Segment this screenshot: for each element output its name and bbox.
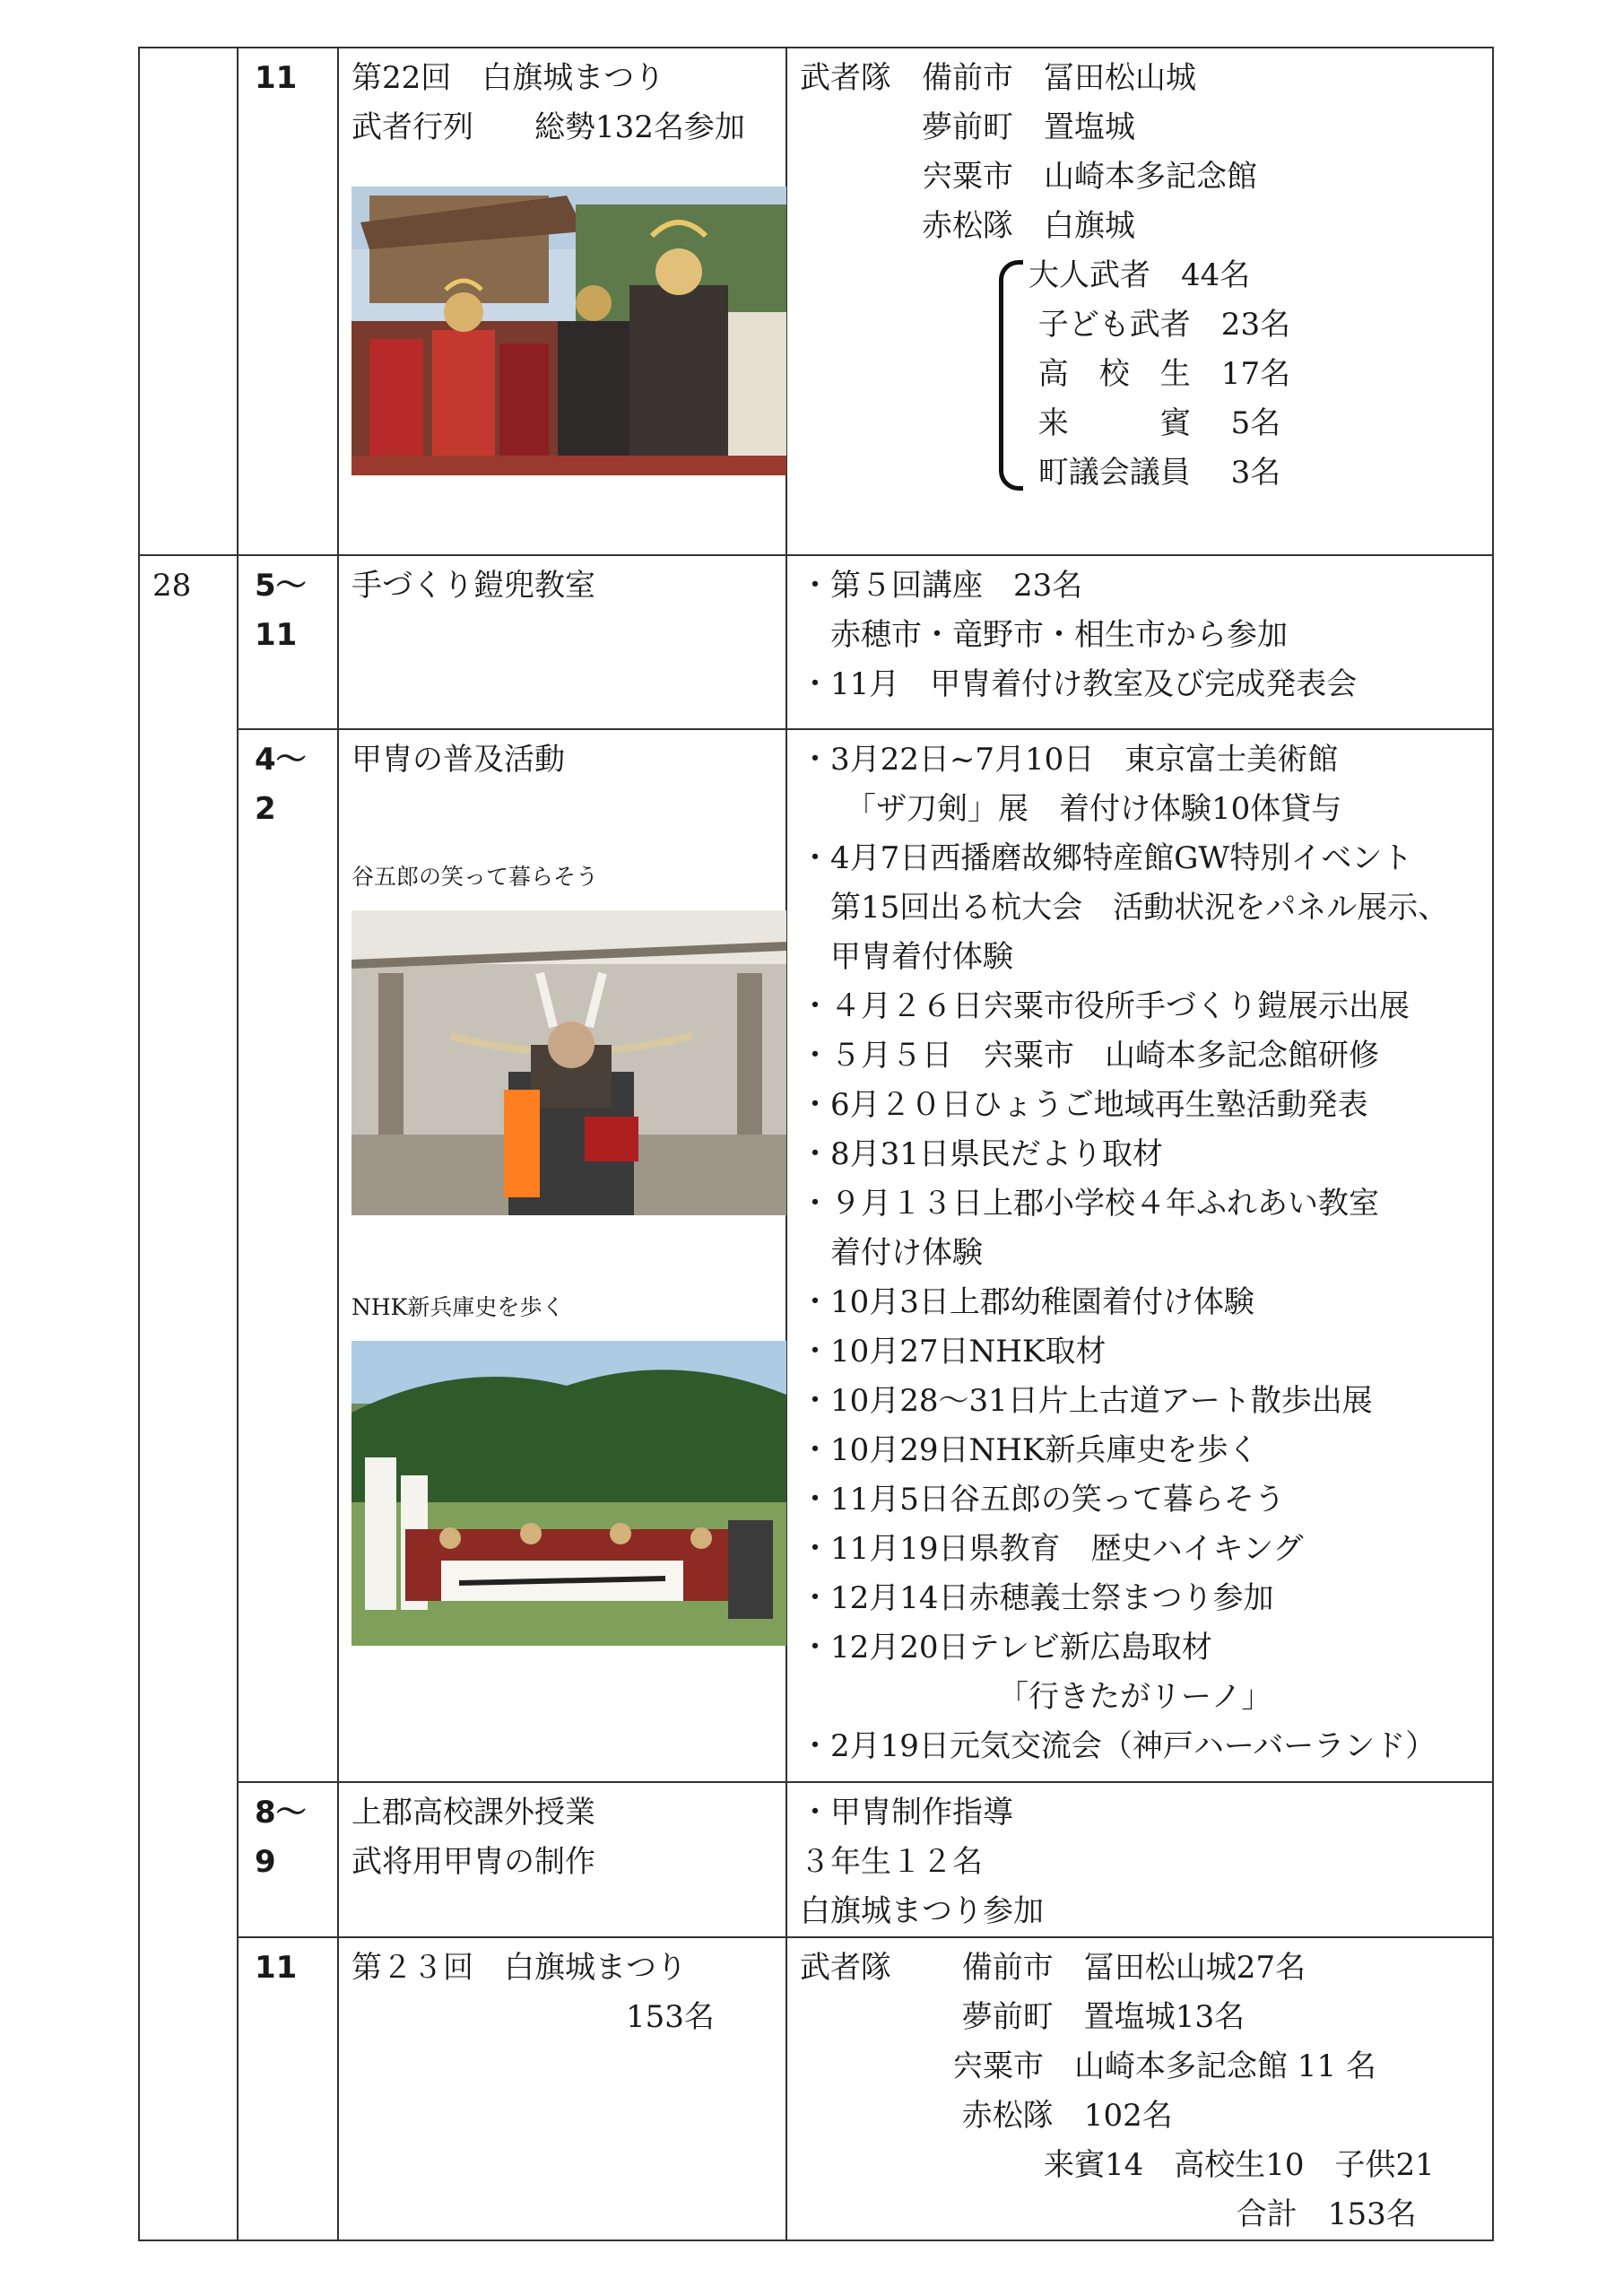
event-title: 第22回 白旗城まつり [352, 60, 665, 96]
month-cell [238, 1937, 338, 2240]
detail-line: ・8月31日県民だより取材 [800, 1136, 1163, 1172]
month-cell [238, 1782, 338, 1937]
detail-line: ・4月7日西播磨故郷特産館GW特別イベント [800, 840, 1413, 876]
event-subtitle: 153名 [352, 1999, 715, 2035]
detail-cell [786, 1937, 1493, 2240]
photo-group-banner [352, 1341, 786, 1646]
detail-line: ・3月22日~7月10日 東京富士美術館 [800, 742, 1339, 778]
detail-line: 赤松隊 102名 [800, 2098, 1173, 2134]
event-subtitle: 武将用甲冑の制作 [352, 1844, 595, 1880]
detail-line: 「ザ刀剣」展 着付け体験10体貸与 [800, 791, 1342, 827]
event-subtitle: 武者行列 総勢132名参加 [352, 109, 745, 145]
detail-cell [786, 1782, 1493, 1937]
detail-line: ・９月１３日上郡小学校４年ふれあい教室 [800, 1186, 1379, 1222]
detail-line: ・6月２０日ひょうご地域再生塾活動発表 [800, 1087, 1368, 1123]
detail-line: ・12月20日テレビ新広島取材 [800, 1630, 1212, 1665]
detail-line: ・12月14日赤穂義士祭まつり参加 [800, 1580, 1274, 1616]
detail-line: ・５月５日 宍粟市 山崎本多記念館研修 [800, 1038, 1379, 1074]
detail-line: 着付け体験 [800, 1235, 983, 1271]
brace-bracket [999, 260, 1023, 491]
photo-caption: 谷五郎の笑って暮らそう [352, 864, 599, 890]
photo-caption: NHK新兵庫史を歩く [352, 1294, 565, 1320]
photo-samurai-procession [352, 187, 786, 475]
breakdown-line: 高 校 生 17名 [1028, 356, 1291, 392]
detail-line: ・10月3日上郡幼稚園着付け体験 [800, 1284, 1254, 1320]
detail-cell [786, 729, 1493, 1782]
event-title: 甲冑の普及活動 [352, 742, 565, 778]
month-cell [238, 48, 338, 555]
month-cell [238, 729, 338, 1782]
event-cell [338, 48, 786, 555]
detail-line: ・11月5日谷五郎の笑って暮らそう [800, 1482, 1285, 1518]
month-label: 11 [255, 617, 298, 653]
photo-samurai-shrine [352, 910, 786, 1215]
detail-line: 赤松隊 白旗城 [800, 208, 1135, 244]
breakdown-line: 町議会議員 3名 [1028, 455, 1281, 491]
table-row [139, 1937, 1493, 2240]
month-label: 8～ [255, 1795, 307, 1831]
detail-line: 赤穂市・竜野市・相生市から参加 [800, 617, 1288, 653]
detail-line: ３年生１２名 [800, 1844, 983, 1880]
participant-breakdown [999, 251, 1492, 498]
detail-line: ・2月19日元気交流会（神戸ハーバーランド） [800, 1728, 1436, 1764]
detail-line: ・第５回講座 23名 [800, 568, 1083, 604]
event-title: 第２３回 白旗城まつり [352, 1950, 687, 1986]
breakdown-line: 来 賓 5名 [1028, 405, 1281, 441]
detail-line: 夢前町 置塩城 [800, 109, 1135, 145]
table-row [139, 555, 1493, 729]
detail-line: 白旗城まつり参加 [800, 1893, 1044, 1929]
event-cell [338, 1937, 786, 2240]
detail-line: ・10月27日NHK取材 [800, 1334, 1107, 1370]
month-label: 5～ [255, 568, 307, 604]
event-cell [338, 555, 786, 729]
month-label: 9 [255, 1844, 276, 1880]
month-label: 4～ [255, 742, 307, 778]
year-cell-empty [139, 48, 238, 555]
history-table [138, 47, 1494, 2241]
detail-line: 来賓14 高校生10 子供21 [800, 2147, 1435, 2183]
month-label: 2 [255, 791, 276, 827]
detail-cell [786, 48, 1493, 555]
detail-line: 武者隊 備前市 冨田松山城 [800, 60, 1196, 96]
event-title: 上郡高校課外授業 [352, 1795, 595, 1831]
month-cell [238, 555, 338, 729]
breakdown-line: 大人武者 44名 [1028, 257, 1251, 293]
detail-line: 宍粟市 山崎本多記念館 [800, 159, 1257, 195]
detail-cell [786, 555, 1493, 729]
detail-line: ・10月28～31日片上古道アート散歩出展 [800, 1383, 1373, 1419]
detail-line: 夢前町 置塩城13名 [800, 1999, 1245, 2035]
detail-line: 宍粟市 山崎本多記念館 11 名 [800, 2048, 1376, 2084]
year-label: 28 [152, 568, 192, 604]
event-cell [338, 1782, 786, 1937]
event-title: 手づくり鎧兜教室 [352, 568, 595, 604]
detail-line: ・10月29日NHK新兵庫史を歩く [800, 1432, 1259, 1468]
breakdown-line: 子ども武者 23名 [1028, 307, 1291, 343]
detail-line: 第15回出る杭大会 活動状況をパネル展示、 [800, 890, 1449, 926]
table-row [139, 48, 1493, 555]
table-row [139, 729, 1493, 1782]
detail-line: 合計 153名 [800, 2196, 1417, 2232]
month-label: 11 [255, 60, 298, 96]
event-cell [338, 729, 786, 1782]
detail-line: 武者隊 備前市 冨田松山城27名 [800, 1950, 1306, 1986]
month-label: 11 [255, 1950, 298, 1986]
detail-line: ・４月２６日宍粟市役所手づくり鎧展示出展 [800, 988, 1410, 1024]
detail-line: 「行きたがリーノ」 [800, 1679, 1272, 1715]
year-cell [139, 555, 238, 2240]
table-row [139, 1782, 1493, 1937]
detail-line: 甲冑着付体験 [800, 939, 1013, 975]
detail-line: ・11月19日県教育 歴史ハイキング [800, 1531, 1304, 1567]
detail-line: ・甲冑制作指導 [800, 1795, 1013, 1831]
detail-line: ・11月 甲冑着付け教室及び完成発表会 [800, 666, 1358, 702]
